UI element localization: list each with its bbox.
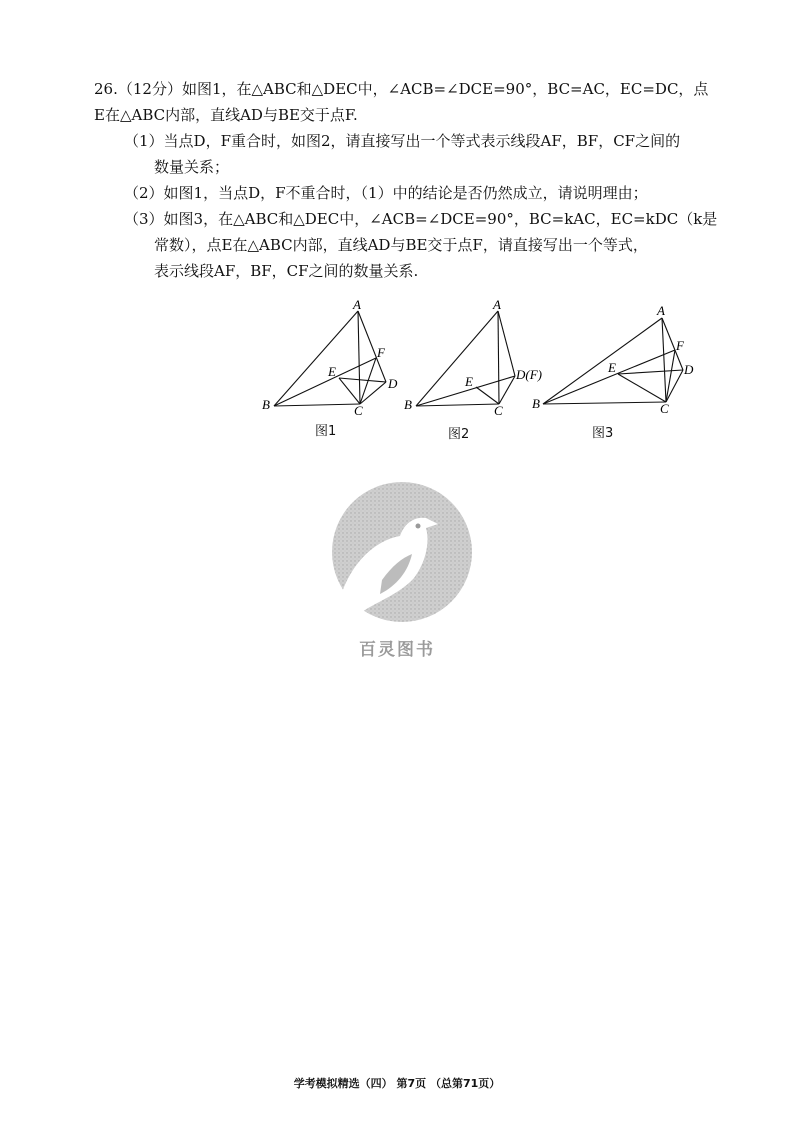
- fig1-segment-ac: [358, 311, 360, 404]
- figure-1-caption: 图1: [315, 424, 337, 439]
- fig1-segment-bf: [274, 358, 376, 406]
- figure-1-diagram: [255, 300, 405, 415]
- fig1-label-e: E: [328, 364, 336, 379]
- figure-2: [403, 300, 543, 442]
- fig3-segment-ac: [662, 318, 666, 402]
- figure-2-caption: 图2: [448, 427, 470, 442]
- fig2-segment-ad: [498, 311, 515, 376]
- problem-intro-line1: 26.（12分）如图1，在△ABC和△DEC中，∠ACB=∠DCE=90°，BC=AC，EC=DC，点: [94, 80, 709, 98]
- question-2-line1: （2）如图1，当点D，F不重合时，（1）中的结论是否仍然成立，请说明理由；: [124, 184, 648, 202]
- fig1-segment-bc: [274, 404, 360, 406]
- problem-26: [94, 76, 718, 284]
- figure-2-diagram: [403, 300, 543, 415]
- figure-3: [532, 300, 702, 441]
- fig2-segment-ec: [476, 387, 499, 404]
- question-1-line2: 数量关系；: [154, 158, 230, 176]
- fig2-label-df: D(F): [516, 367, 542, 382]
- fig1-label-b: B: [262, 397, 270, 412]
- fig2-segment-bc: [416, 404, 499, 406]
- page-footer: 学考模拟精选（四） 第7页 （总第71页）: [293, 1077, 501, 1090]
- problem-intro-line2: E在△ABC内部，直线AD与BE交于点F.: [94, 106, 358, 124]
- figure-1: [255, 300, 405, 439]
- fig3-segment-ba: [543, 318, 662, 404]
- fig2-segment-ba: [416, 311, 498, 406]
- fig1-label-c: C: [354, 403, 363, 415]
- fig1-label-a: A: [353, 300, 361, 312]
- fig3-segment-bc: [543, 402, 666, 404]
- fig2-label-c: C: [494, 403, 503, 415]
- fig3-label-d: D: [684, 362, 694, 377]
- fig2-label-b: B: [404, 397, 412, 412]
- logo-text: 百灵图书: [359, 640, 435, 660]
- bird-logo-icon: [322, 480, 472, 630]
- figure-3-diagram: [532, 300, 702, 415]
- fig2-label-e: E: [465, 374, 473, 389]
- fig1-label-d: D: [388, 376, 398, 391]
- fig2-segment-ac: [498, 311, 499, 404]
- question-3-line1: （3）如图3，在△ABC和△DEC中，∠ACB=∠DCE=90°，BC=kAC，EC=kDC（k是: [124, 210, 718, 228]
- question-1-line1: （1）当点D，F重合时，如图2，请直接写出一个等式表示线段AF，BF，CF之间的: [124, 132, 681, 150]
- question-3-line2: 常数），点E在△ABC内部，直线AD与BE交于点F，请直接写出一个等式，: [154, 236, 648, 254]
- fig1-segment-ed: [339, 378, 386, 382]
- fig1-segment-ba: [274, 311, 358, 406]
- fig2-label-a: A: [493, 300, 501, 312]
- fig3-label-a: A: [657, 303, 665, 318]
- watermark-logo: [322, 480, 472, 670]
- fig3-label-b: B: [532, 396, 540, 411]
- fig3-label-c: C: [660, 401, 669, 415]
- figures-row: [255, 300, 705, 445]
- question-3-line3: 表示线段AF，BF，CF之间的数量关系.: [154, 262, 419, 280]
- fig1-label-f: F: [377, 345, 385, 360]
- fig1-segment-ec: [339, 378, 360, 404]
- fig3-label-e: E: [608, 360, 616, 375]
- fig3-label-f: F: [676, 338, 684, 353]
- fig3-segment-ed: [618, 370, 683, 374]
- fig3-segment-ec: [618, 374, 666, 402]
- figure-3-caption: 图3: [592, 426, 614, 441]
